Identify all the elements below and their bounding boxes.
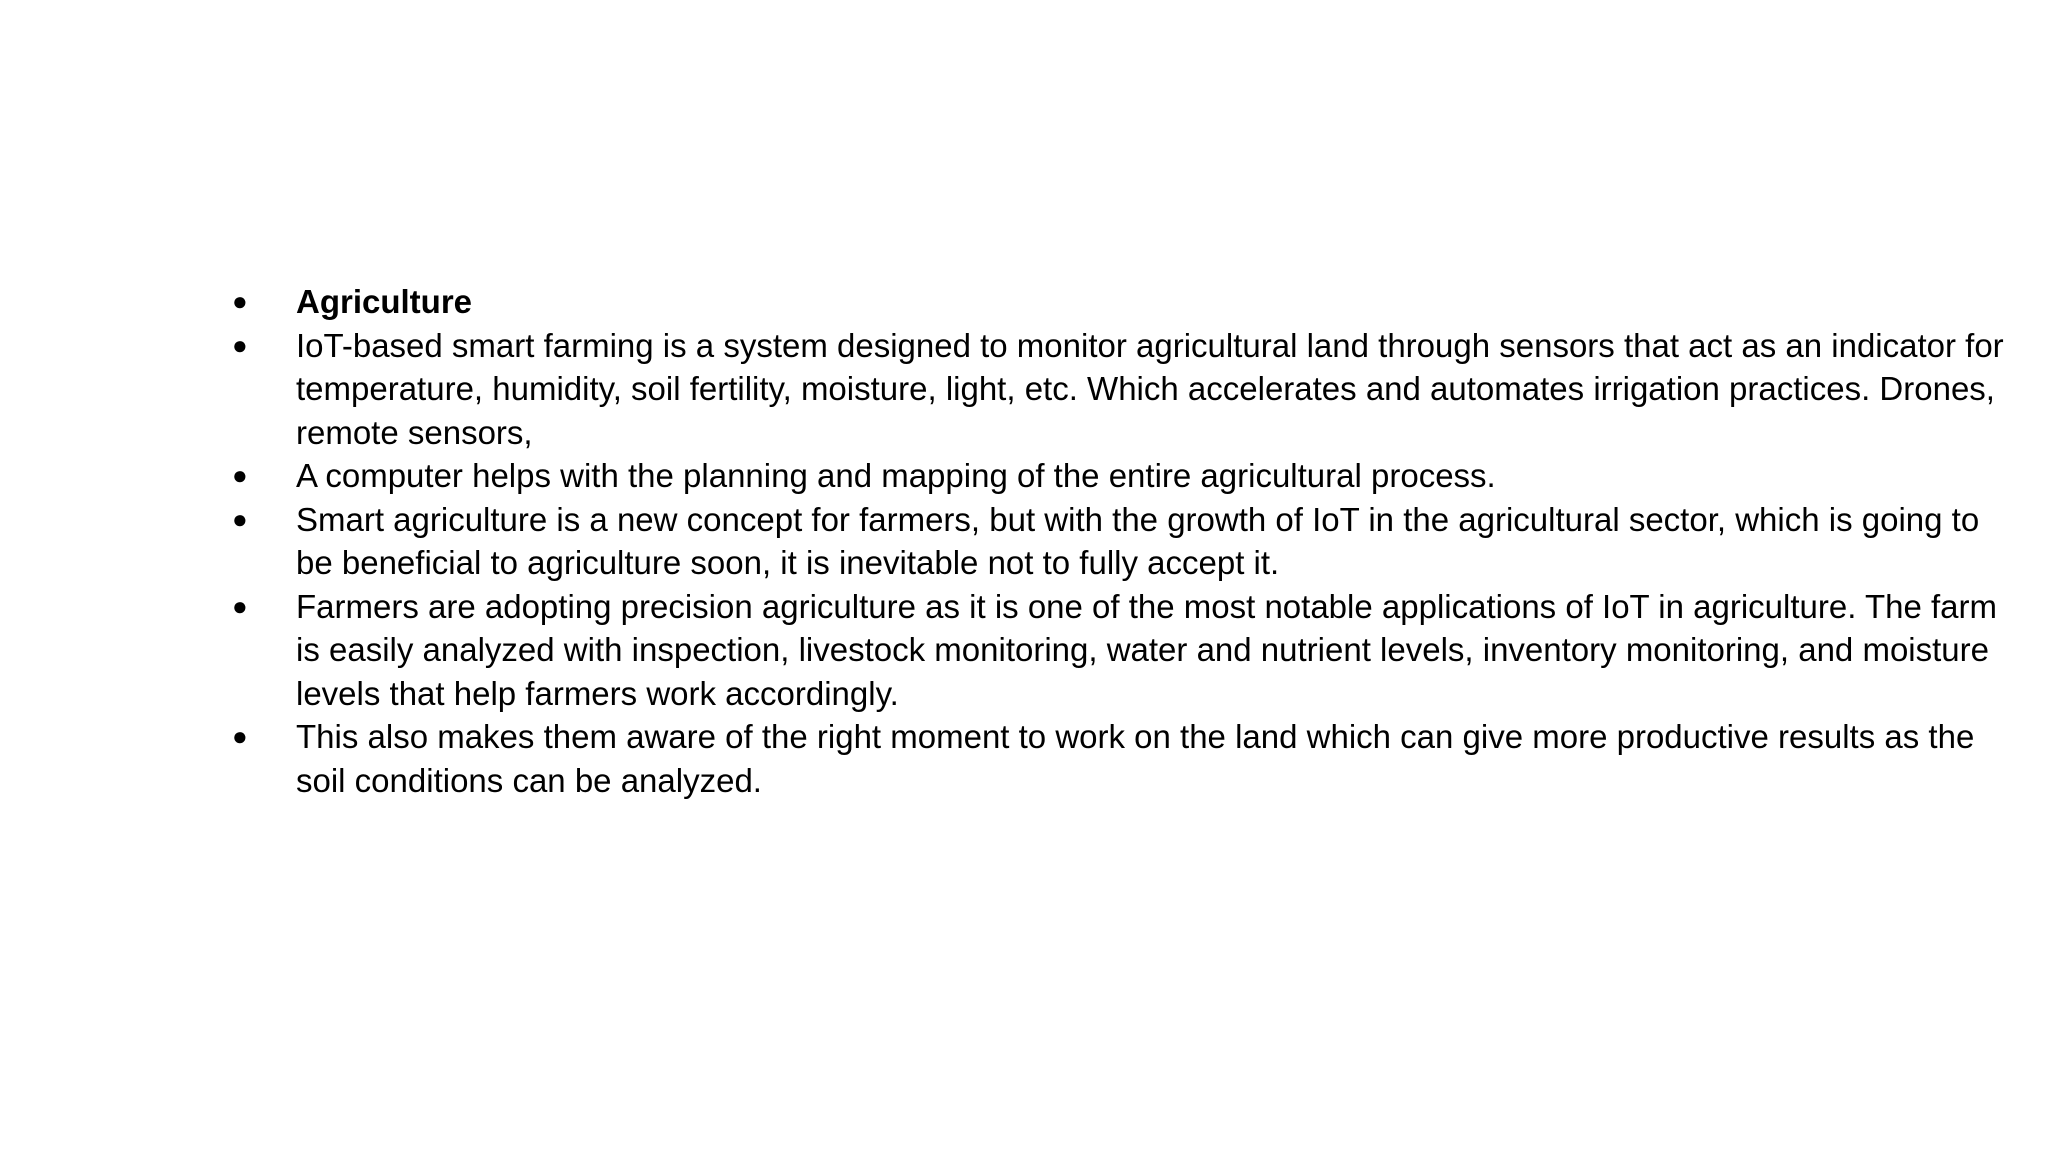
bullet-text: Farmers are adopting precision agriculture as it is one of the most notable applications of IoT in agriculture. The farm is easily analyzed with inspection, livestock monitoring, water and nutrient levels, inventory monitoring, and moisture levels that help farmers work accordingly. [296, 587, 1997, 712]
list-item [226, 324, 2006, 455]
bullet-text: A computer helps with the planning and mapping of the entire agricultural process. [296, 457, 1496, 494]
list-item [226, 454, 2006, 498]
list-item [226, 498, 2006, 585]
bullet-icon: ● [232, 721, 248, 751]
list-item [226, 715, 2006, 802]
bullet-icon: ● [232, 286, 248, 316]
bullet-icon: ● [232, 590, 248, 621]
bullet-icon: ● [232, 503, 248, 534]
list-item [226, 585, 2006, 716]
bullet-text: IoT-based smart farming is a system designed to monitor agricultural land through sensors that act as an indicator for temperature, humidity, soil fertility, moisture, light, etc. Which accelerates and automates irrigation practices. Drones, remote sensors, [296, 326, 2004, 451]
bullet-icon: ● [232, 460, 248, 490]
bullet-text: Smart agriculture is a new concept for farmers, but with the growth of IoT in the agricultural sector, which is going to be beneficial to agriculture soon, it is inevitable not to fully accept it. [296, 500, 1980, 581]
list-item [226, 280, 2006, 324]
bullet-list [226, 280, 2006, 802]
bullet-icon: ● [232, 329, 248, 360]
bullet-text: This also makes them aware of the right moment to work on the land which can give more productive results as the soil conditions can be analyzed. [296, 718, 1975, 799]
bullet-heading: Agriculture [296, 283, 473, 320]
